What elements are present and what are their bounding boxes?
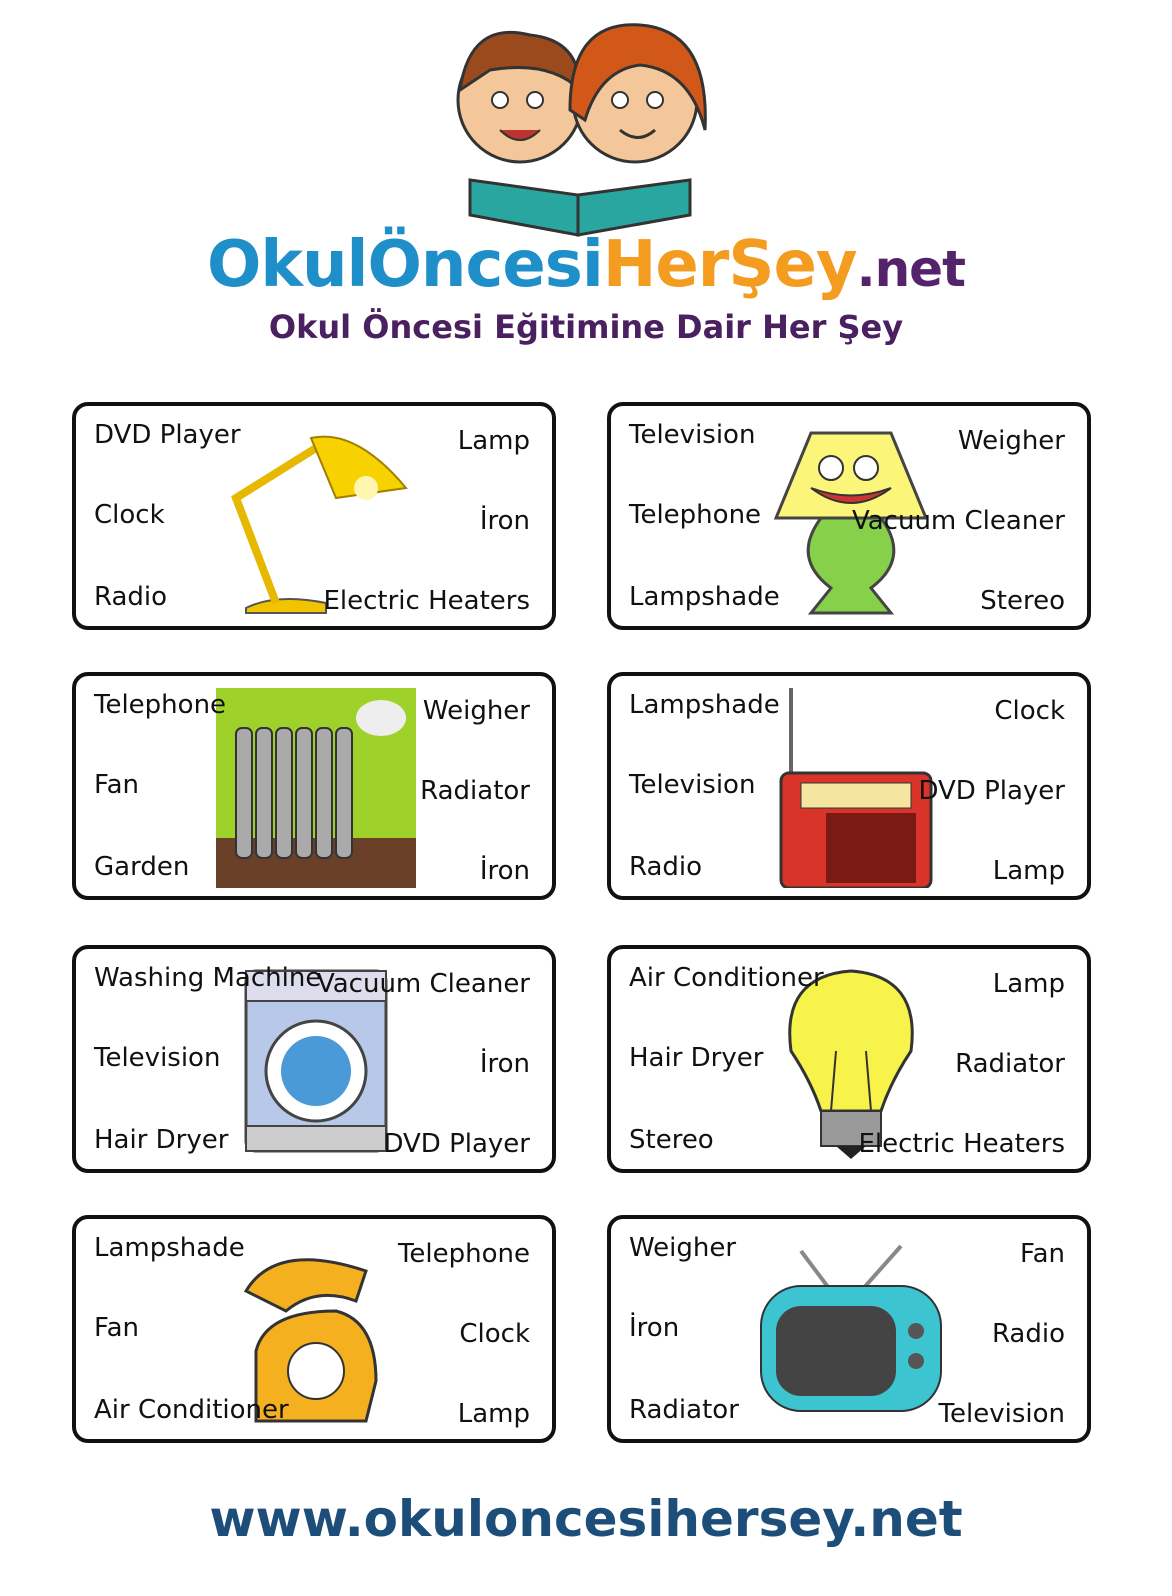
word-option[interactable]: Lampshade [94, 1233, 245, 1263]
word-option[interactable]: Vacuum Cleaner [851, 506, 1065, 536]
word-option[interactable]: Television [629, 770, 756, 800]
card-telephone [72, 1215, 556, 1443]
word-option[interactable]: Telephone [94, 690, 227, 720]
word-option[interactable]: Stereo [980, 586, 1065, 616]
word-option[interactable]: Lamp [992, 856, 1065, 886]
word-option[interactable]: İron [479, 506, 530, 536]
word-option[interactable]: İron [629, 1313, 680, 1343]
word-option[interactable]: Television [94, 1043, 221, 1073]
word-option[interactable]: Radiator [420, 776, 530, 806]
word-option[interactable]: İron [479, 856, 530, 886]
word-option[interactable]: Lamp [992, 969, 1065, 999]
card-television [607, 1215, 1091, 1443]
television-icon [751, 1231, 951, 1431]
word-option[interactable]: Weigher [422, 696, 530, 726]
tagline: Okul Öncesi Eğitimine Dair Her Şey [268, 308, 904, 346]
word-option[interactable]: İron [479, 1049, 530, 1079]
word-option[interactable]: Garden [94, 852, 190, 882]
card-lampshade [607, 402, 1091, 630]
word-option[interactable]: Lampshade [629, 690, 780, 720]
word-option[interactable]: Radiator [629, 1395, 739, 1425]
footer-url: www.okuloncesihersey.net [209, 1490, 963, 1548]
word-option[interactable]: Clock [459, 1319, 530, 1349]
word-option[interactable]: Hair Dryer [94, 1125, 229, 1155]
children-reading-logo [430, 10, 730, 240]
word-option[interactable]: DVD Player [918, 776, 1065, 806]
word-option[interactable]: Telephone [629, 500, 762, 530]
word-option[interactable]: Radio [991, 1319, 1065, 1349]
word-option[interactable]: Clock [994, 696, 1065, 726]
word-option[interactable]: Lamp [457, 426, 530, 456]
word-option[interactable]: Lamp [457, 1399, 530, 1429]
word-option[interactable]: Air Conditioner [629, 963, 824, 993]
word-option[interactable]: Radio [629, 852, 703, 882]
word-option[interactable]: Electric Heaters [323, 586, 530, 616]
word-option[interactable]: Television [629, 420, 756, 450]
word-option[interactable]: Stereo [629, 1125, 714, 1155]
word-option[interactable]: Weigher [629, 1233, 737, 1263]
word-option[interactable]: Washing Machine [94, 963, 322, 993]
word-option[interactable]: DVD Player [383, 1129, 530, 1159]
word-option[interactable]: Air Conditioner [94, 1395, 289, 1425]
card-desk-lamp [72, 402, 556, 630]
word-option[interactable]: Television [938, 1399, 1065, 1429]
card-radiator [72, 672, 556, 900]
word-option[interactable]: Fan [94, 770, 139, 800]
word-option[interactable]: Hair Dryer [629, 1043, 764, 1073]
word-option[interactable]: Telephone [397, 1239, 530, 1269]
word-option[interactable]: Lampshade [629, 582, 780, 612]
word-option[interactable]: DVD Player [94, 420, 241, 450]
card-light-bulb [607, 945, 1091, 1173]
word-option[interactable]: Clock [94, 500, 165, 530]
word-option[interactable]: Electric Heaters [858, 1129, 1065, 1159]
card-washing-machine [72, 945, 556, 1173]
word-option[interactable]: Fan [1020, 1239, 1065, 1269]
word-option[interactable]: Vacuum Cleaner [316, 969, 530, 999]
word-option[interactable]: Radio [94, 582, 168, 612]
radiator-icon [216, 688, 416, 888]
card-radio [607, 672, 1091, 900]
word-option[interactable]: Radiator [955, 1049, 1065, 1079]
word-option[interactable]: Weigher [957, 426, 1065, 456]
site-logo: OkulÖncesiHerŞey.net [207, 228, 965, 302]
word-option[interactable]: Fan [94, 1313, 139, 1343]
